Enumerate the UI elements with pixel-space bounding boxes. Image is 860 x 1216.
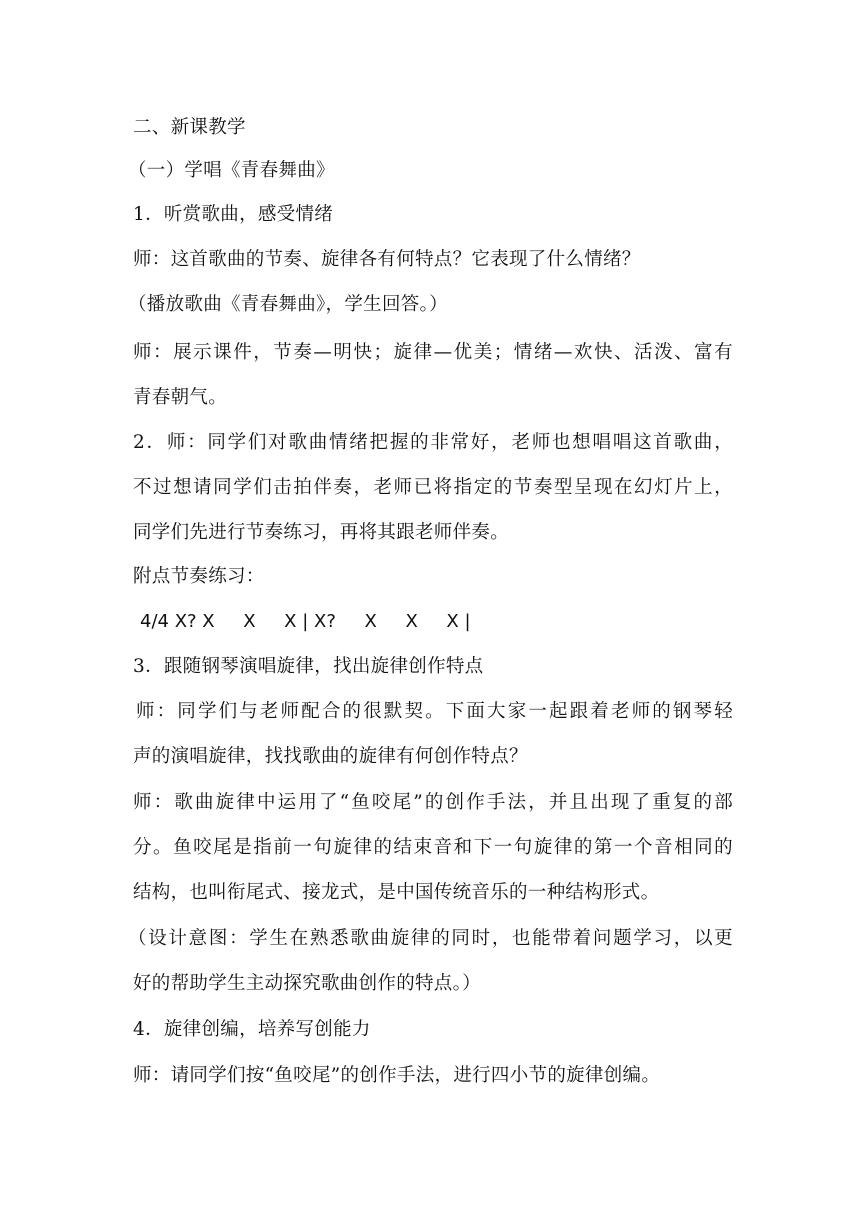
step-2-line: 2．师：同学们对歌曲情绪把握的非常好，老师也想唱唱这首歌曲， bbox=[133, 432, 733, 453]
paragraph-line: 师：同学们与老师配合的很默契。下面大家一起跟着老师的钢琴轻 bbox=[136, 701, 733, 722]
paragraph-line: 分。鱼咬尾是指前一句旋律的结束音和下一句旋律的第一个音相同的 bbox=[133, 837, 733, 858]
paragraph-line: 同学们先进行节奏练习，再将其跟老师伴奏。 bbox=[133, 522, 510, 543]
paragraph-line: 师：这首歌曲的节奏、旋律各有何特点？它表现了什么情绪？ bbox=[133, 249, 641, 270]
paragraph-line: 师：歌曲旋律中运用了“鱼咬尾”的创作手法，并且出现了重复的部 bbox=[133, 792, 733, 813]
subsection-heading: （一）学唱《青春舞曲》 bbox=[128, 160, 335, 181]
paragraph-line: 结构，也叫衔尾式、接龙式，是中国传统音乐的一种结构形式。 bbox=[133, 882, 660, 903]
step-1-heading: 1．听赏歌曲，感受情绪 bbox=[133, 204, 334, 225]
paragraph-line: 不过想请同学们击拍伴奏，老师已将指定的节奏型呈现在幻灯片上， bbox=[133, 477, 733, 498]
rhythm-label: 附点节奏练习： bbox=[133, 566, 265, 587]
section-heading: 二、新课教学 bbox=[133, 117, 246, 138]
step-3-heading: 3．跟随钢琴演唱旋律，找出旋律创作特点 bbox=[133, 656, 484, 677]
paragraph-line: 师：展示课件，节奏—明快；旋律—优美；情绪—欢快、活泼、富有 bbox=[133, 342, 733, 363]
paragraph-line: （播放歌曲《青春舞曲》，学生回答。） bbox=[128, 294, 448, 315]
design-intent-line: （设计意图：学生在熟悉歌曲旋律的同时，也能带着问题学习，以更 bbox=[128, 928, 733, 949]
rhythm-notation: 4/4 X? X X X | X? X X X | bbox=[140, 611, 471, 632]
paragraph-line: 师：请同学们按“鱼咬尾”的创作手法，进行四小节的旋律创编。 bbox=[133, 1065, 661, 1086]
paragraph-line: 青春朝气。 bbox=[133, 387, 228, 408]
paragraph-line: 声的演唱旋律，找找歌曲的旋律有何创作特点？ bbox=[133, 746, 528, 767]
step-4-heading: 4．旋律创编，培养写创能力 bbox=[133, 1019, 371, 1040]
design-intent-line: 好的帮助学生主动探究歌曲创作的特点。） bbox=[133, 973, 481, 994]
